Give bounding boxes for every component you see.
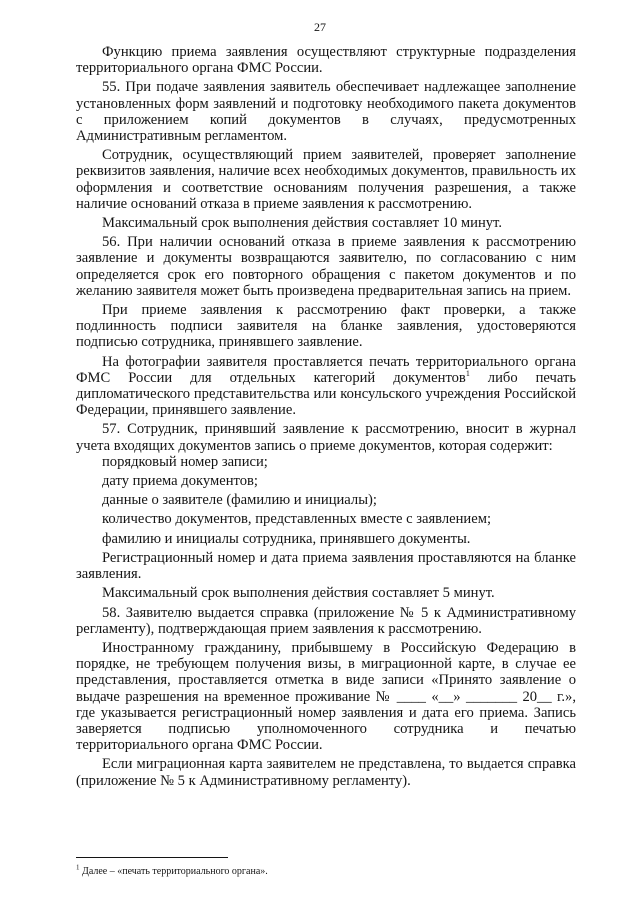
paragraph-migration-card-mark: Иностранному гражданину, прибывшему в Российскую Федерацию в порядке, не требующем получения визы, в миграционной карте, в случае ее представления, проставляется отметка в виде записи «Принято заявление о выдаче разрешения на временное проживание № ____ «__» _______ 20__ г.», где указывается регистрационный номер заявления и дата его приема. Запись заверяется подписью уполномоченного сотрудника и печатью территориального органа ФМС России.	[76, 639, 576, 754]
paragraph-55: 55. При подаче заявления заявитель обеспечивает надлежащее заполнение установленных форм заявлений и подготовку необходимого пакета документов с приложением копий документов в случаях, предусмотренных Административным регламентом.	[76, 79, 576, 145]
list-item: фамилию и инициалы сотрудника, принявшего документы.	[102, 530, 471, 547]
footnote-reference: 1	[465, 369, 470, 378]
paragraph-intake-function: Функцию приема заявления осуществляют структурные подразделения территориального органа ФМС России.	[76, 44, 576, 77]
photo-stamp-text-end: либо печать дипломатического представительства или консульского учреждения Российской Федерации, принявшего заявление.	[76, 369, 576, 419]
paragraph-57: 57. Сотрудник, принявший заявление к рассмотрению, вносит в журнал учета входящих документов запись о приеме документов, которая содержит:	[76, 421, 576, 454]
footnote-marker: 1	[76, 863, 80, 872]
paragraph-photo-stamp	[76, 354, 576, 419]
list-item: дату приема документов;	[102, 473, 258, 490]
paragraph-max-time-10: Максимальный срок выполнения действия составляет 10 минут.	[102, 215, 502, 232]
list-item: количество документов, представленных вместе с заявлением;	[102, 511, 491, 528]
page-number: 27	[314, 20, 326, 34]
paragraph-verification: Сотрудник, осуществляющий прием заявителей, проверяет заполнение реквизитов заявления, наличие всех необходимых документов, правильность их оформления и соответствие основаниям получения разрешения, а также наличие оснований отказа в приеме заявления к рассмотрению.	[76, 147, 576, 212]
footnote	[76, 863, 268, 878]
paragraph-no-migration-card: Если миграционная карта заявителем не представлена, то выдается справка (приложение № 5 к Административному регламенту).	[76, 756, 576, 789]
list-item: порядковый номер записи;	[102, 453, 268, 470]
footnote-text: Далее – «печать территориального органа».	[79, 866, 268, 877]
list-item: данные о заявителе (фамилию и инициалы);	[102, 492, 377, 509]
paragraph-58: 58. Заявителю выдается справка (приложение № 5 к Административному регламенту), подтверждающая прием заявления к рассмотрению.	[76, 604, 576, 637]
paragraph-max-time-5: Максимальный срок выполнения действия составляет 5 минут.	[102, 585, 495, 602]
document-body	[76, 44, 576, 789]
paragraph-56: 56. При наличии оснований отказа в приеме заявления к рассмотрению заявление и документы возвращаются заявителю, по согласованию с ним определяется срок его повторного обращения с пакетом документов и по желанию заявителя может быть произведена предварительная запись на прием.	[76, 234, 576, 299]
paragraph-registration-number: Регистрационный номер и дата приема заявления проставляются на бланке заявления.	[76, 549, 576, 583]
footnote-divider	[76, 857, 228, 858]
paragraph-signature-check: При приеме заявления к рассмотрению факт проверки, а также подлинность подписи заявителя на бланке заявления, удостоверяются подписью сотрудника, принявшего заявление.	[76, 302, 576, 351]
photo-stamp-text-start: На фотографии заявителя проставляется печать территориального органа ФМС России для отдельных категорий документов	[76, 353, 576, 386]
